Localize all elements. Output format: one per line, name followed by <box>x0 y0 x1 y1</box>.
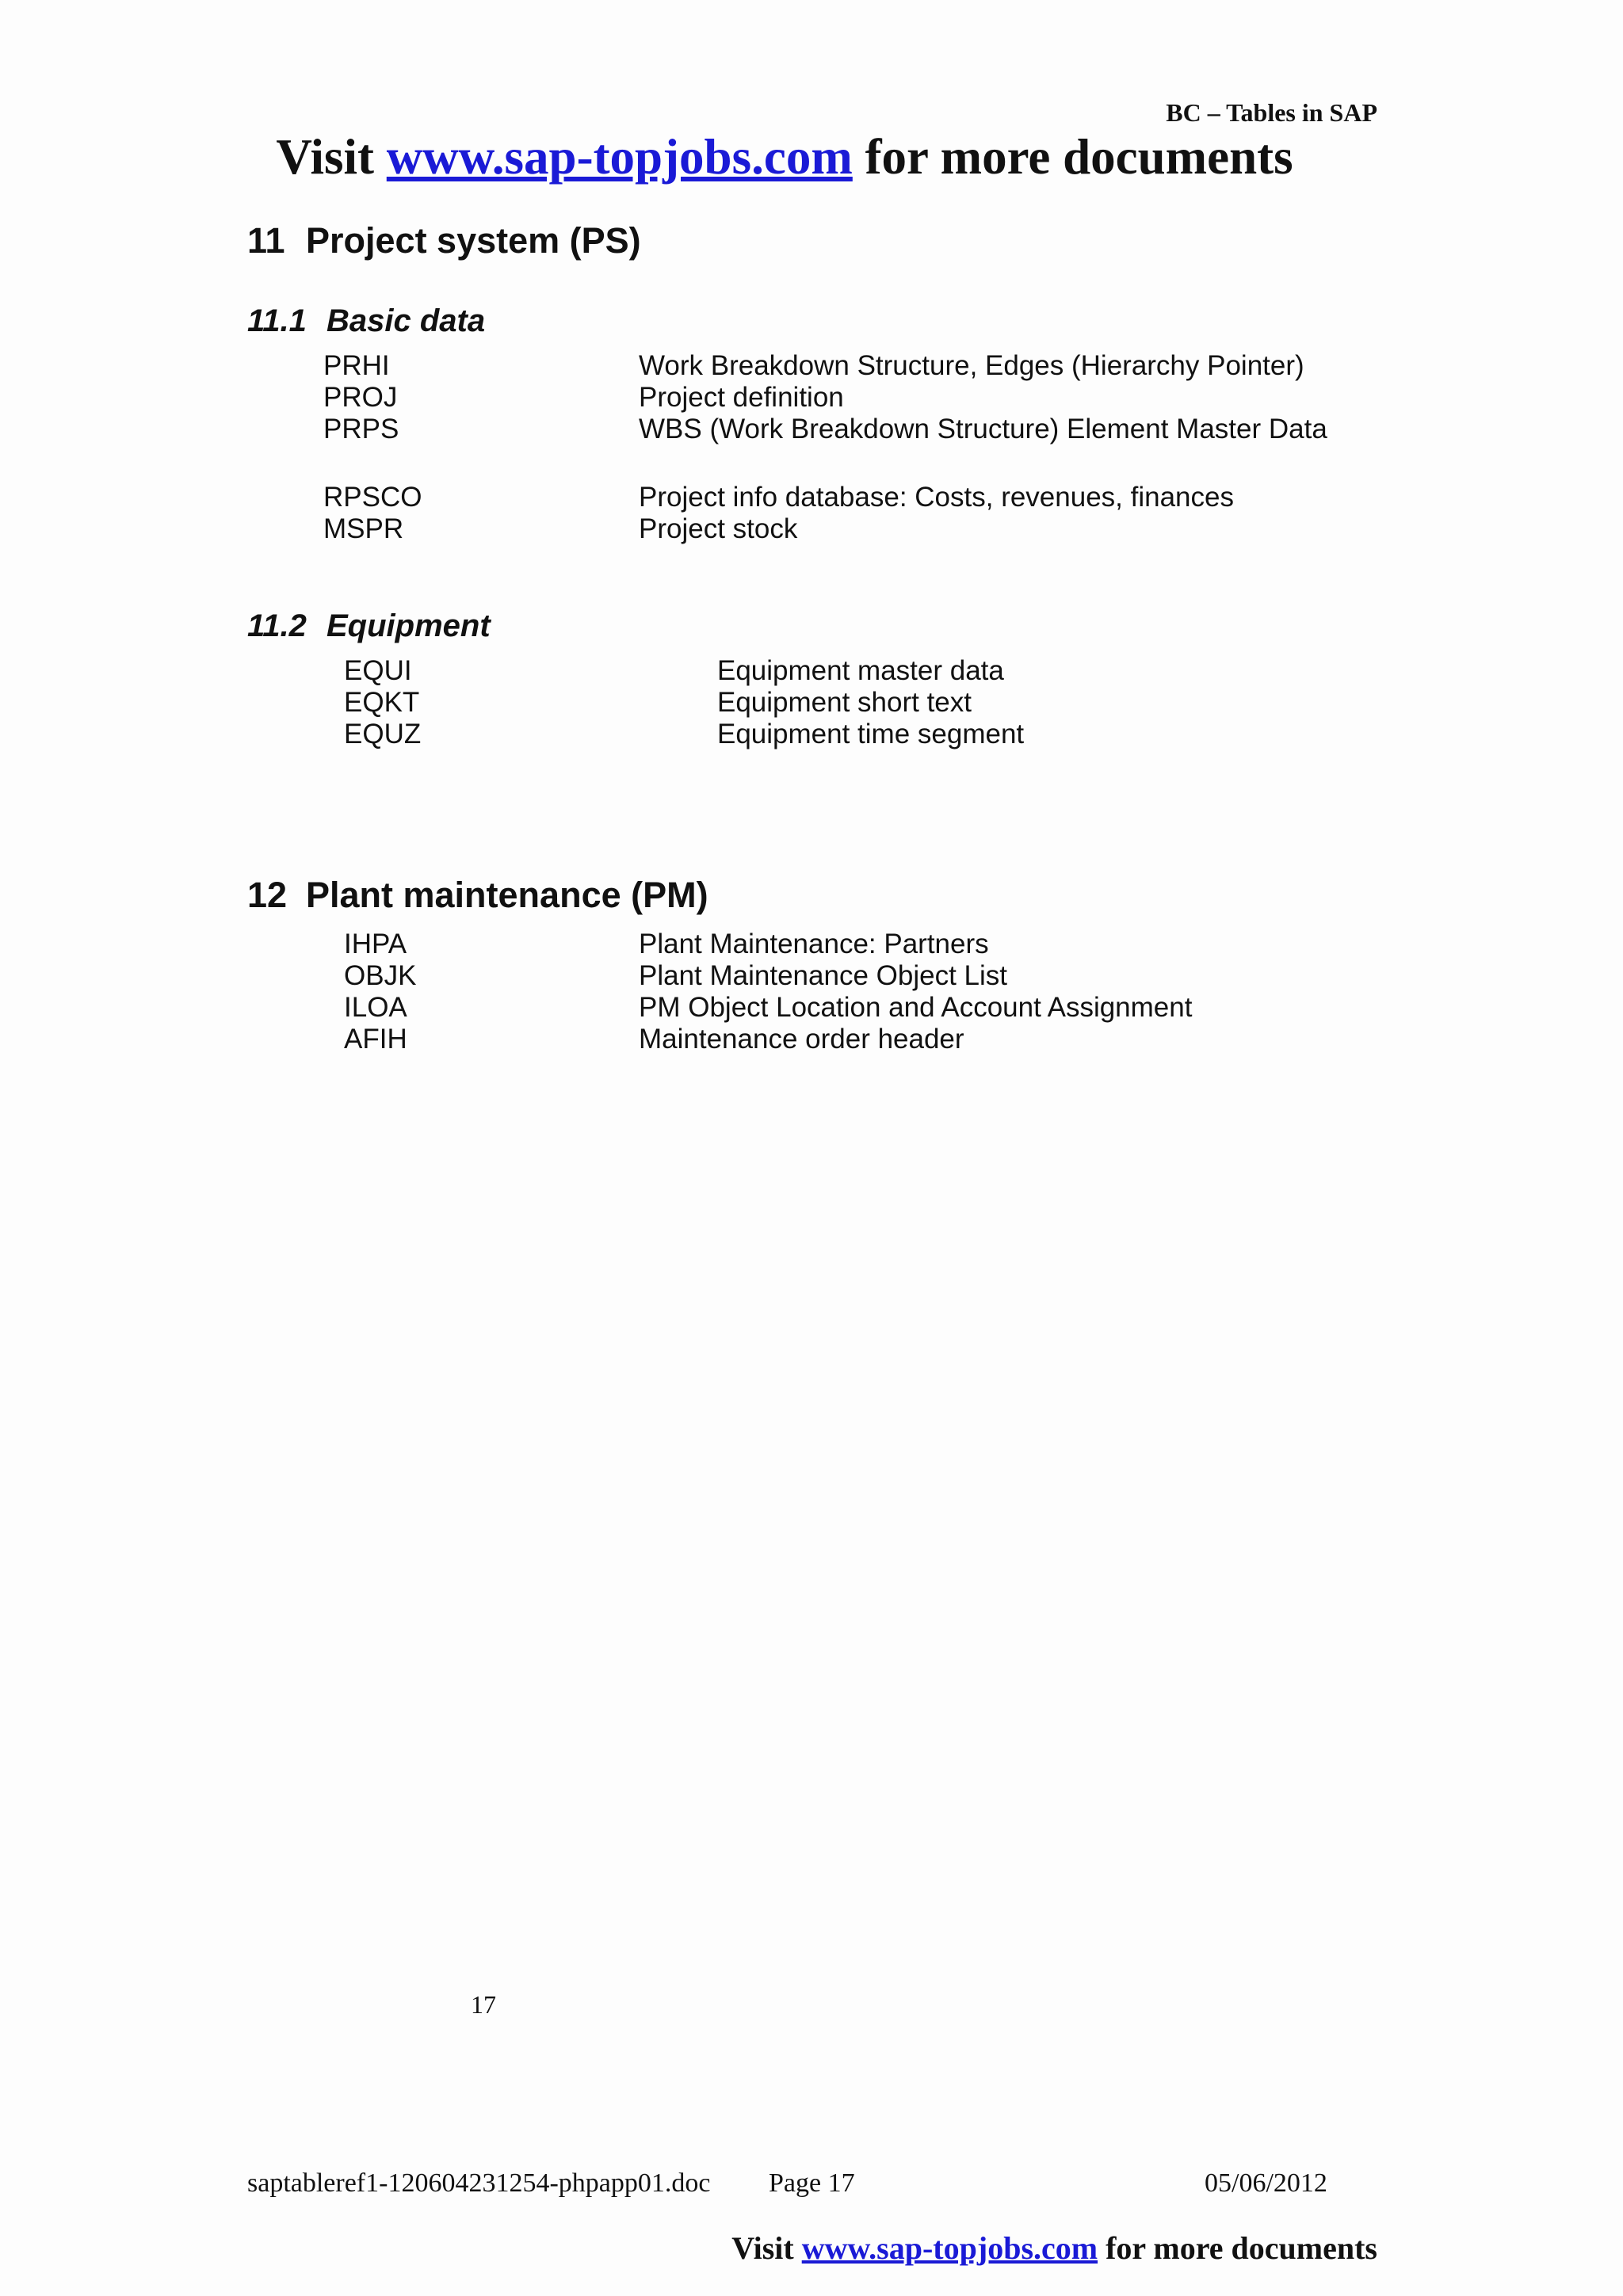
table-code: RPSCO <box>323 482 422 513</box>
table-code: OBJK <box>344 960 417 991</box>
table-code: IHPA <box>344 929 407 959</box>
table-code: ILOA <box>344 992 407 1023</box>
table-code: MSPR <box>323 513 404 544</box>
section-number: 11 <box>247 220 285 261</box>
table-description: Equipment short text <box>717 687 972 718</box>
table-description: Plant Maintenance Object List <box>639 960 1007 991</box>
banner-suffix: for more documents <box>852 129 1293 185</box>
subsection-11-2-heading <box>247 608 491 644</box>
page-number: 17 <box>471 1990 496 2019</box>
table-code: PRHI <box>323 350 390 381</box>
table-code: EQKT <box>344 687 420 718</box>
section-12-heading <box>247 875 708 916</box>
subsection-title: Basic data <box>327 303 486 338</box>
subsection-title: Equipment <box>327 608 491 643</box>
table-code: AFIH <box>344 1024 407 1055</box>
table-code: EQUI <box>344 655 412 686</box>
banner-prefix: Visit <box>731 2230 802 2266</box>
section-title: Plant maintenance (PM) <box>306 875 708 915</box>
banner-prefix: Visit <box>276 129 387 185</box>
subsection-number: 11.1 <box>247 303 307 338</box>
table-description: Maintenance order header <box>639 1024 964 1055</box>
section-title: Project system (PS) <box>306 220 641 261</box>
table-description: Plant Maintenance: Partners <box>639 929 989 959</box>
section-number: 12 <box>247 875 288 915</box>
table-description: Project info database: Costs, revenues, finances <box>639 482 1234 513</box>
document-header-title: BC – Tables in SAP <box>1166 98 1377 127</box>
table-description: Equipment master data <box>717 655 1004 686</box>
table-code: PROJ <box>323 382 398 413</box>
footer-date: 05/06/2012 <box>1205 2168 1327 2198</box>
footer-banner-link[interactable]: www.sap-topjobs.com <box>801 2230 1098 2266</box>
table-description: Equipment time segment <box>717 719 1025 749</box>
banner-suffix: for more documents <box>1098 2230 1377 2266</box>
table-description: WBS (Work Breakdown Structure) Element Master Data <box>639 414 1327 444</box>
table-code: EQUZ <box>344 719 422 749</box>
footer-page-label: Page 17 <box>769 2168 855 2198</box>
footer-filename: saptableref1-120604231254-phpapp01.doc <box>247 2168 711 2198</box>
table-description: Work Breakdown Structure, Edges (Hierarchy Pointer) <box>639 350 1304 381</box>
subsection-11-1-heading <box>247 303 485 339</box>
table-description: PM Object Location and Account Assignment <box>639 992 1193 1023</box>
table-description: Project definition <box>639 382 844 413</box>
banner-link[interactable]: www.sap-topjobs.com <box>386 129 853 185</box>
section-11-heading <box>247 220 641 261</box>
table-code: PRPS <box>323 414 399 444</box>
subsection-number: 11.2 <box>247 608 307 643</box>
table-description: Project stock <box>639 513 798 544</box>
promo-banner <box>0 128 1569 186</box>
footer-promo-banner <box>731 2229 1377 2267</box>
